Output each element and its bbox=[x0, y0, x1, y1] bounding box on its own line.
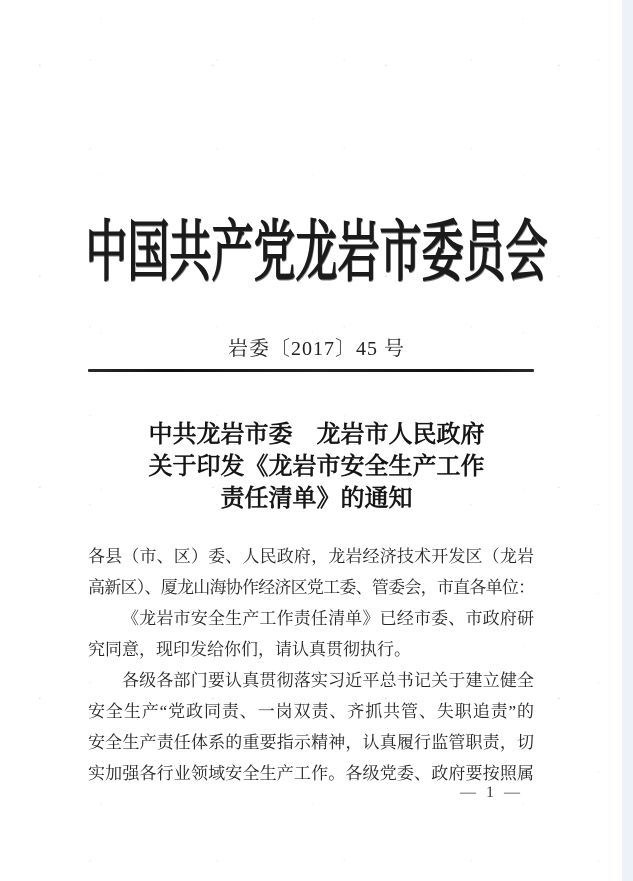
document-title-line-2: 关于印发《龙岩市安全生产工作 bbox=[148, 454, 485, 480]
body-text-line-6: 安全生产“党政同责、一岗双责、齐抓共管、失职追责”的 bbox=[88, 702, 534, 721]
document-number: 岩委〔2017〕45 号 bbox=[228, 338, 405, 360]
body-text-line-3: 《龙岩市安全生产工作责任清单》已经市委、市政府研 bbox=[122, 609, 534, 628]
document-title-line-1: 中共龙岩市委 龙岩市人民政府 bbox=[148, 422, 485, 448]
body-text-line-5: 各级各部门要认真贯彻落实习近平总书记关于建立健全 bbox=[122, 671, 534, 690]
body-text-line-2: 高新区）、厦龙山海协作经济区党工委、管委会，市直各单位： bbox=[88, 578, 534, 597]
document-title-line-3: 责任清单》的通知 bbox=[220, 486, 413, 512]
document-masthead: 中国共产党龙岩市委员会 bbox=[85, 217, 548, 291]
document-title bbox=[0, 419, 633, 515]
body-text-line-7: 安全生产责任体系的重要指示精神，认真履行监管职责，切 bbox=[88, 733, 534, 752]
page-number: — 1 — bbox=[460, 784, 523, 801]
body-text-line-1: 各县（市、区）委、人民政府，龙岩经济技术开发区（龙岩 bbox=[88, 547, 534, 566]
document-body bbox=[88, 541, 534, 789]
body-text-line-8: 实加强各行业领域安全生产工作。各级党委、政府要按照属 bbox=[88, 764, 534, 783]
scan-edge-artifact bbox=[622, 0, 633, 881]
header-divider-line bbox=[88, 369, 534, 372]
body-text-line-4: 究同意，现印发给你们，请认真贯彻执行。 bbox=[88, 640, 411, 659]
